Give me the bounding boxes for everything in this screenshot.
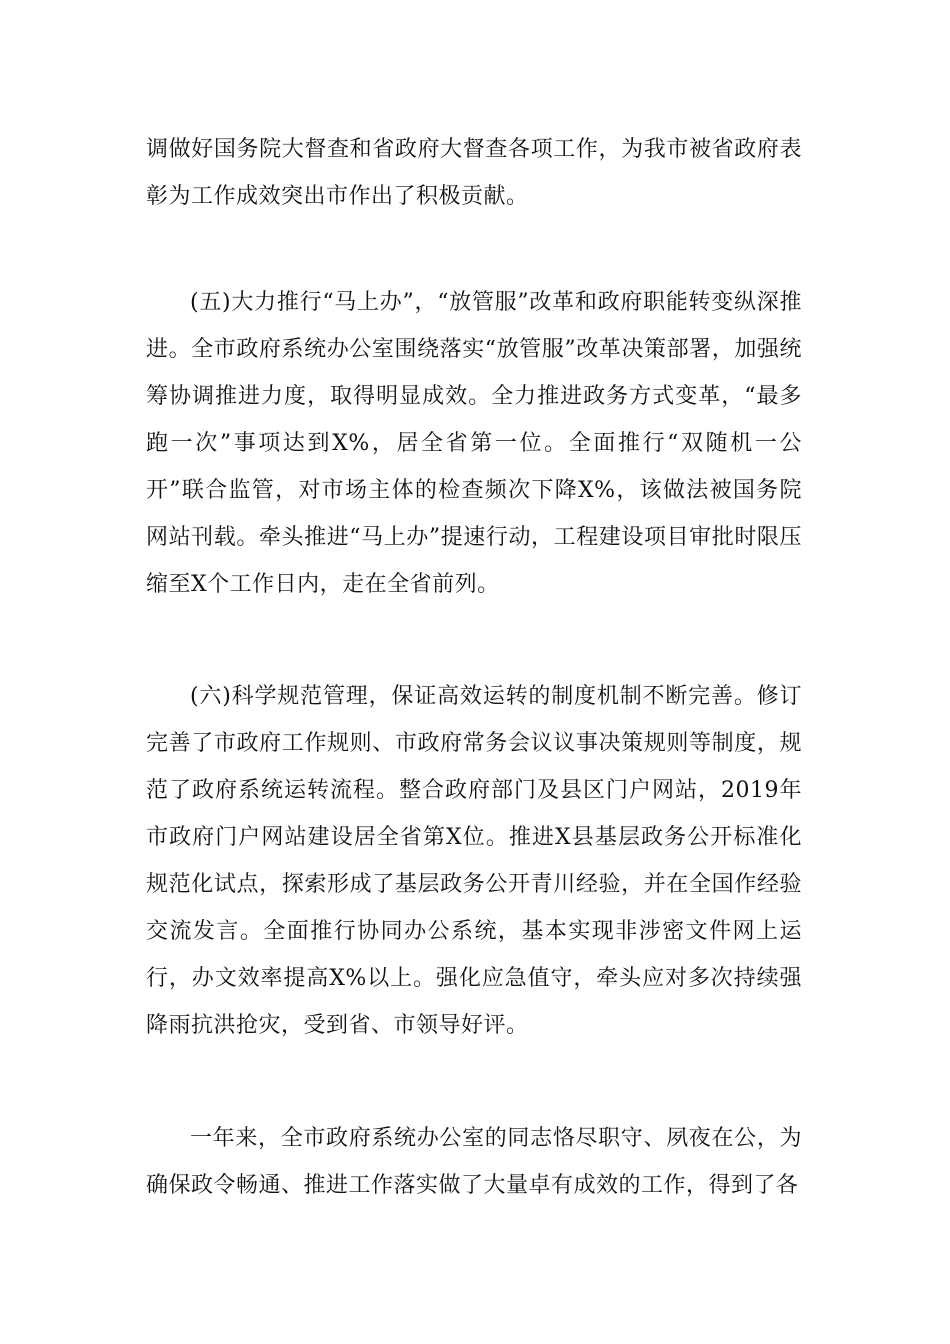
paragraph-section-six: (六)科学规范管理，保证高效运转的制度机制不断完善。修订完善了市政府工作规则、市政府常务会议议事决策规则等制度，规范了政府系统运转流程。整合政府部门及县区门户网站，2019年市政府门户网站建设居全省第X位。推进X县基层政务公开标准化规范化试点，探索形成了基层政务公开青川经验，并在全国作经验交流发言。全面推行协同办公系统，基本实现非涉密文件网上运行，办文效率提高X%以上。强化应急值守，牵头应对多次持续强降雨抗洪抢灾，受到省、市领导好评。 — [146, 684, 802, 1038]
paragraph-continuation: 调做好国务院大督查和省政府大督查各项工作，为我市被省政府表彰为工作成效突出市作出了积极贡献。 — [146, 137, 802, 209]
paragraph-summary: 一年来，全市政府系统办公室的同志恪尽职守、夙夜在公，为确保政令畅通、推进工作落实做了大量卓有成效的工作，得到了各 — [146, 1126, 802, 1198]
paragraph-section-five: (五)大力推行“马上办”，“放管服”改革和政府职能转变纵深推进。全市政府系统办公室围绕落实“放管服”改革决策部署，加强统筹协调推进力度，取得明显成效。全力推进政务方式变革，“最多跑一次”事项达到X%，居全省第一位。全面推行“双随机一公开”联合监管，对市场主体的检查频次下降X%，该做法被国务院网站刊载。牵头推进“马上办”提速行动，工程建设项目审批时限压缩至X个工作日内，走在全省前列。 — [146, 290, 802, 597]
